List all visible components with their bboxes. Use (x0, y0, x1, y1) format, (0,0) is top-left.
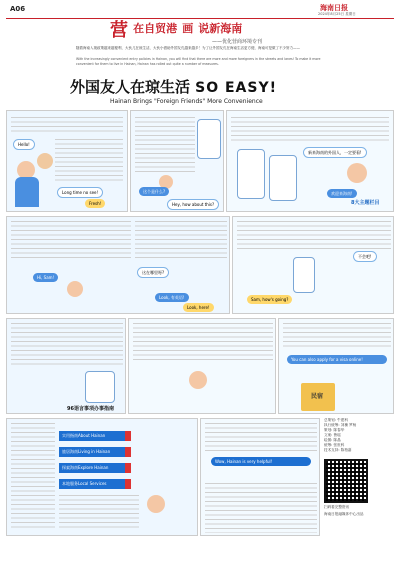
panel-2-bubble-how: Hey, how about this? (167, 199, 219, 210)
menu-local-services[interactable]: 本地服务Local Services (59, 479, 131, 489)
panel-4-bubble-english: Look, 有英语! (155, 293, 189, 302)
panel-4-bubble-where: 这在哪里呀? (137, 267, 169, 278)
headline-subtitle: Hainan Brings "Foreign Friends" More Convenience (110, 98, 263, 105)
panel-1-bubble-long-time: Long time no see! (57, 187, 103, 198)
intro-zh: 随着海南入境政策越来越便利，大伙儿在琼生活，大伙小借助外国友孔越来越多！为了让外国友孔在海南生活更方便，海南可是做了不少努力—— (76, 46, 300, 50)
panel-3-figure (347, 163, 367, 183)
credit-line-6: 统筹: 张世科 (324, 443, 345, 447)
panel-1 (6, 110, 128, 212)
panel-8-text-2 (205, 483, 317, 533)
series-title-ying: 营 (110, 20, 128, 41)
panel-4-bubble-hi-sam: Hi, Sam! (33, 273, 58, 282)
phone-screen (197, 119, 221, 159)
headline (70, 76, 277, 97)
footer-producer: 海南日报融媒体中心出品 (324, 512, 364, 516)
panel-6-text (11, 323, 123, 367)
panel-4-bubble-look-here: Look, here! (183, 303, 214, 312)
foreigner-body (15, 177, 39, 207)
credits (324, 418, 394, 568)
panel-4-text (11, 221, 131, 261)
panel-4-figure (67, 281, 83, 297)
credit-line-4: 文案: 鲁瑶 (324, 433, 341, 437)
menu-about-hainan[interactable]: 实用指南About Hainan (59, 431, 131, 441)
series-title-post: 说新海南 (198, 22, 243, 35)
credit-line-7: 技术支持: 陈柏嘉 (324, 448, 352, 452)
panel-4 (6, 216, 230, 314)
panel-4-text-2 (135, 221, 227, 261)
series-subtitle: ——优化营商环境专刊 (212, 39, 263, 45)
panel-1-bubble-hello: Hello! (13, 139, 35, 150)
panel-7 (6, 418, 198, 536)
panel-2-text (135, 117, 195, 173)
series-title-hua: 画 (182, 22, 194, 35)
panel-3-bubble-welcome: 欢迎来海南! (327, 189, 357, 198)
panel-2 (130, 110, 224, 212)
local-figure (37, 153, 53, 169)
panel-5-bubble-hows-going: Sam, how's going? (247, 295, 292, 304)
panel-3-label: 8大主题栏目 (351, 200, 380, 206)
panel-8-bubble-helpful: Wow, Hainan is very helpful! (211, 457, 311, 466)
panel-3 (226, 110, 394, 212)
intro-en: With the increasingly convenient entry policies in Hainan, you will find that there are more and more foreigners in the streets and lanes! To make it more convenient for them to live in Hainan, Hainan has rolled out quite a number of measures. (76, 57, 321, 66)
qr-code-icon[interactable] (324, 459, 368, 503)
panel-1-bubble-fresh: Fresh! (85, 199, 105, 208)
panel-5-phone (293, 257, 315, 293)
panel-6 (6, 318, 126, 414)
panel-8 (200, 418, 320, 536)
panel-5-text (237, 221, 391, 249)
panel-7-text (11, 423, 55, 531)
app-screen-2 (269, 155, 297, 201)
panel-6c-bubble-visa: You can also apply for a visa online! (287, 355, 387, 364)
panel-6c (278, 318, 394, 414)
panel-1-text (11, 117, 123, 135)
panel-5-bubble-no-way: 不会吧! (353, 251, 377, 262)
panel-6b (128, 318, 276, 414)
panel-3-bubble-must-see: 新来海南的外国人，一定要看! (303, 147, 367, 158)
paper-name: 海南日报 (320, 3, 348, 12)
series-title-mid: 在自贸港 (133, 22, 178, 35)
panel-6-phone (85, 371, 115, 403)
panel-6c-text (283, 323, 391, 349)
headline-zh: 外国友人在琼生活 (70, 78, 191, 96)
menu-explore-hainan[interactable]: 探索海南Explore Hainan (59, 463, 131, 473)
headline-en-suffix: SO EASY! (195, 80, 277, 96)
issue-date: 2024年8月25日 星期日 (318, 12, 356, 16)
panel-6b-figure (189, 371, 207, 389)
credit-line-5: 绘图: 陈晶 (324, 438, 341, 442)
panel-7-figure (147, 495, 165, 513)
menu-living-in-hainan[interactable]: 旅居海南Living in Hainan (59, 447, 131, 457)
qr-caption: 扫码看完整资讯 (324, 505, 350, 509)
credit-line-3: 策划: 陈春华 (324, 428, 345, 432)
panel-7-text-2 (59, 495, 139, 531)
panel-8-text (205, 423, 317, 451)
app-screen-1 (237, 149, 265, 199)
panel-2-bubble-what: 这个是什么? (139, 187, 169, 196)
panel-5 (232, 216, 394, 314)
page-number: A06 (10, 5, 26, 13)
panel-3-text (231, 117, 389, 143)
credit-line-1: 总策划: 牛建科 (324, 418, 348, 422)
panel-6b-text (133, 323, 273, 363)
credit-line-2: 执行统筹: 刘操 罗杨 (324, 423, 357, 427)
panel-1-text-2 (55, 139, 123, 183)
panel-6-label: 96语言事项办事指南 (67, 406, 114, 412)
panel-5-label: 民宿 (311, 393, 324, 400)
